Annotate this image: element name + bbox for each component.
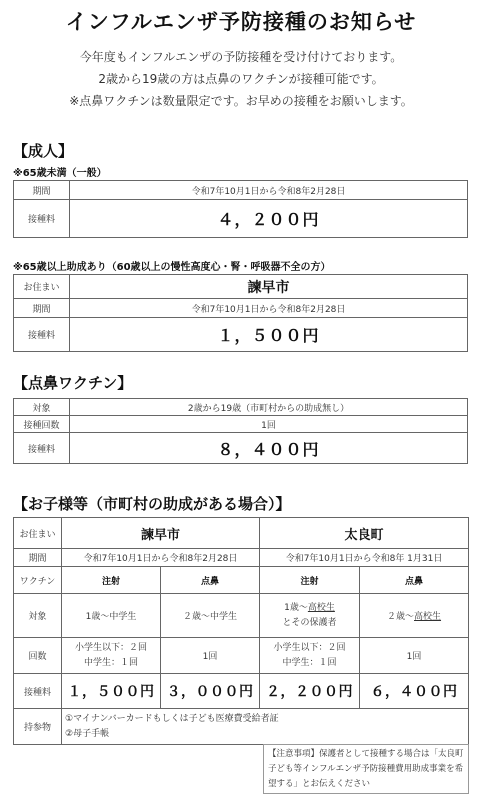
isahaya-injection-count-line1: 小学生以下：２回 xyxy=(74,642,147,653)
intro-line-2: 2歳から19歳の方は点鼻のワクチンが接種可能です。 xyxy=(98,72,384,86)
tara-nasal-header: 点鼻 xyxy=(360,567,469,594)
target-label: 対象 xyxy=(14,594,62,638)
fee-value: ８，４００円 xyxy=(70,433,468,464)
bring-item-2: ②母子手帳 xyxy=(65,728,110,739)
residence-value: 諫早市 xyxy=(70,275,468,299)
period-label: 期間 xyxy=(14,549,62,567)
tara-city: 太良町 xyxy=(260,518,469,549)
tara-injection-fee: ２，２００円 xyxy=(260,674,360,709)
tara-nasal-target-ul: 高校生 xyxy=(414,612,442,622)
period-label: 期間 xyxy=(14,299,70,318)
intro-text xyxy=(0,46,482,112)
isahaya-injection-count-line2: 中学生：１回 xyxy=(83,657,138,668)
fee-label: 接種料 xyxy=(14,318,70,352)
isahaya-nasal-header: 点鼻 xyxy=(161,567,260,594)
tara-nasal-target xyxy=(360,594,469,638)
tara-injection-target-pre: 1歳～ xyxy=(284,602,308,613)
tara-injection-count-line1: 小学生以下：２回 xyxy=(273,642,346,653)
tara-period: 令和7年10月1日から令和8年 1月31日 xyxy=(260,549,469,567)
tara-injection-header: 注射 xyxy=(260,567,360,594)
intro-line-1: 今年度もインフルエンザの予防接種を受け付けております。 xyxy=(79,50,403,64)
residence-label: お住まい xyxy=(14,518,62,549)
isahaya-injection-fee: １，５００円 xyxy=(62,674,161,709)
isahaya-nasal-count: 1回 xyxy=(161,638,260,674)
under65-note: ※65歳未満（一般） xyxy=(13,168,107,179)
target-value: 2歳から19歳（市町村からの助成無し） xyxy=(70,399,468,416)
nasal-heading: 【点鼻ワクチン】 xyxy=(13,374,133,392)
intro-line-3: ※点鼻ワクチンは数量限定です。お早めの接種をお願いします。 xyxy=(69,94,413,108)
tara-injection-target-ul: 高校生 xyxy=(307,602,335,613)
bring-item-1: ①マイナンバーカードもしくは子ども医療費受給者証 xyxy=(65,713,279,724)
period-label: 期間 xyxy=(14,181,70,200)
isahaya-city: 諫早市 xyxy=(62,518,260,549)
page-title: インフルエンザ予防接種のお知らせ xyxy=(65,10,417,34)
fee-label: 接種料 xyxy=(14,674,62,709)
isahaya-nasal-target: ２歳～中学生 xyxy=(161,594,260,638)
count-label: 回数 xyxy=(14,638,62,674)
tara-injection-count xyxy=(260,638,360,674)
isahaya-period: 令和7年10月1日から令和8年2月28日 xyxy=(62,549,260,567)
fee-value: ４，２００円 xyxy=(70,200,468,238)
children-heading: 【お子様等（市町村の助成がある場合）】 xyxy=(13,495,291,513)
target-label: 対象 xyxy=(14,399,70,416)
isahaya-injection-count xyxy=(62,638,161,674)
adult-heading: 【成人】 xyxy=(13,142,74,160)
period-value: 令和7年10月1日から令和8年2月28日 xyxy=(70,181,468,200)
fee-value: １，５００円 xyxy=(70,318,468,352)
caution-note: 【注意事項】保護者として接種する場合は「太良町子ども等インフルエンザ予防接種費用助成事業を希望する」とお伝えください xyxy=(263,744,469,794)
residence-label: お住まい xyxy=(14,275,70,299)
fee-label: 接種料 xyxy=(14,200,70,238)
tara-nasal-count: 1回 xyxy=(360,638,469,674)
over65-table xyxy=(13,274,468,352)
period-value: 令和7年10月1日から令和8年2月28日 xyxy=(70,299,468,318)
tara-nasal-target-pre: ２歳～ xyxy=(387,612,415,622)
isahaya-nasal-fee: ３，０００円 xyxy=(161,674,260,709)
tara-nasal-fee: ６，４００円 xyxy=(360,674,469,709)
nasal-table xyxy=(13,398,468,464)
count-value: 1回 xyxy=(70,416,468,433)
vaccine-label: ワクチン xyxy=(14,567,62,594)
tara-injection-target xyxy=(260,594,360,638)
over65-note: ※65歳以上助成あり（60歳以上の慢性高度心・腎・呼吸器不全の方） xyxy=(13,262,331,273)
isahaya-injection-header: 注射 xyxy=(62,567,161,594)
bring-items xyxy=(62,709,469,745)
isahaya-injection-target: 1歳～中学生 xyxy=(62,594,161,638)
count-label: 接種回数 xyxy=(14,416,70,433)
fee-label: 接種料 xyxy=(14,433,70,464)
tara-injection-count-line2: 中学生：１回 xyxy=(282,657,337,668)
tara-injection-target-line2: とその保護者 xyxy=(282,617,337,628)
under65-table xyxy=(13,180,468,238)
children-table xyxy=(13,517,469,745)
bring-label: 持参物 xyxy=(14,709,62,745)
